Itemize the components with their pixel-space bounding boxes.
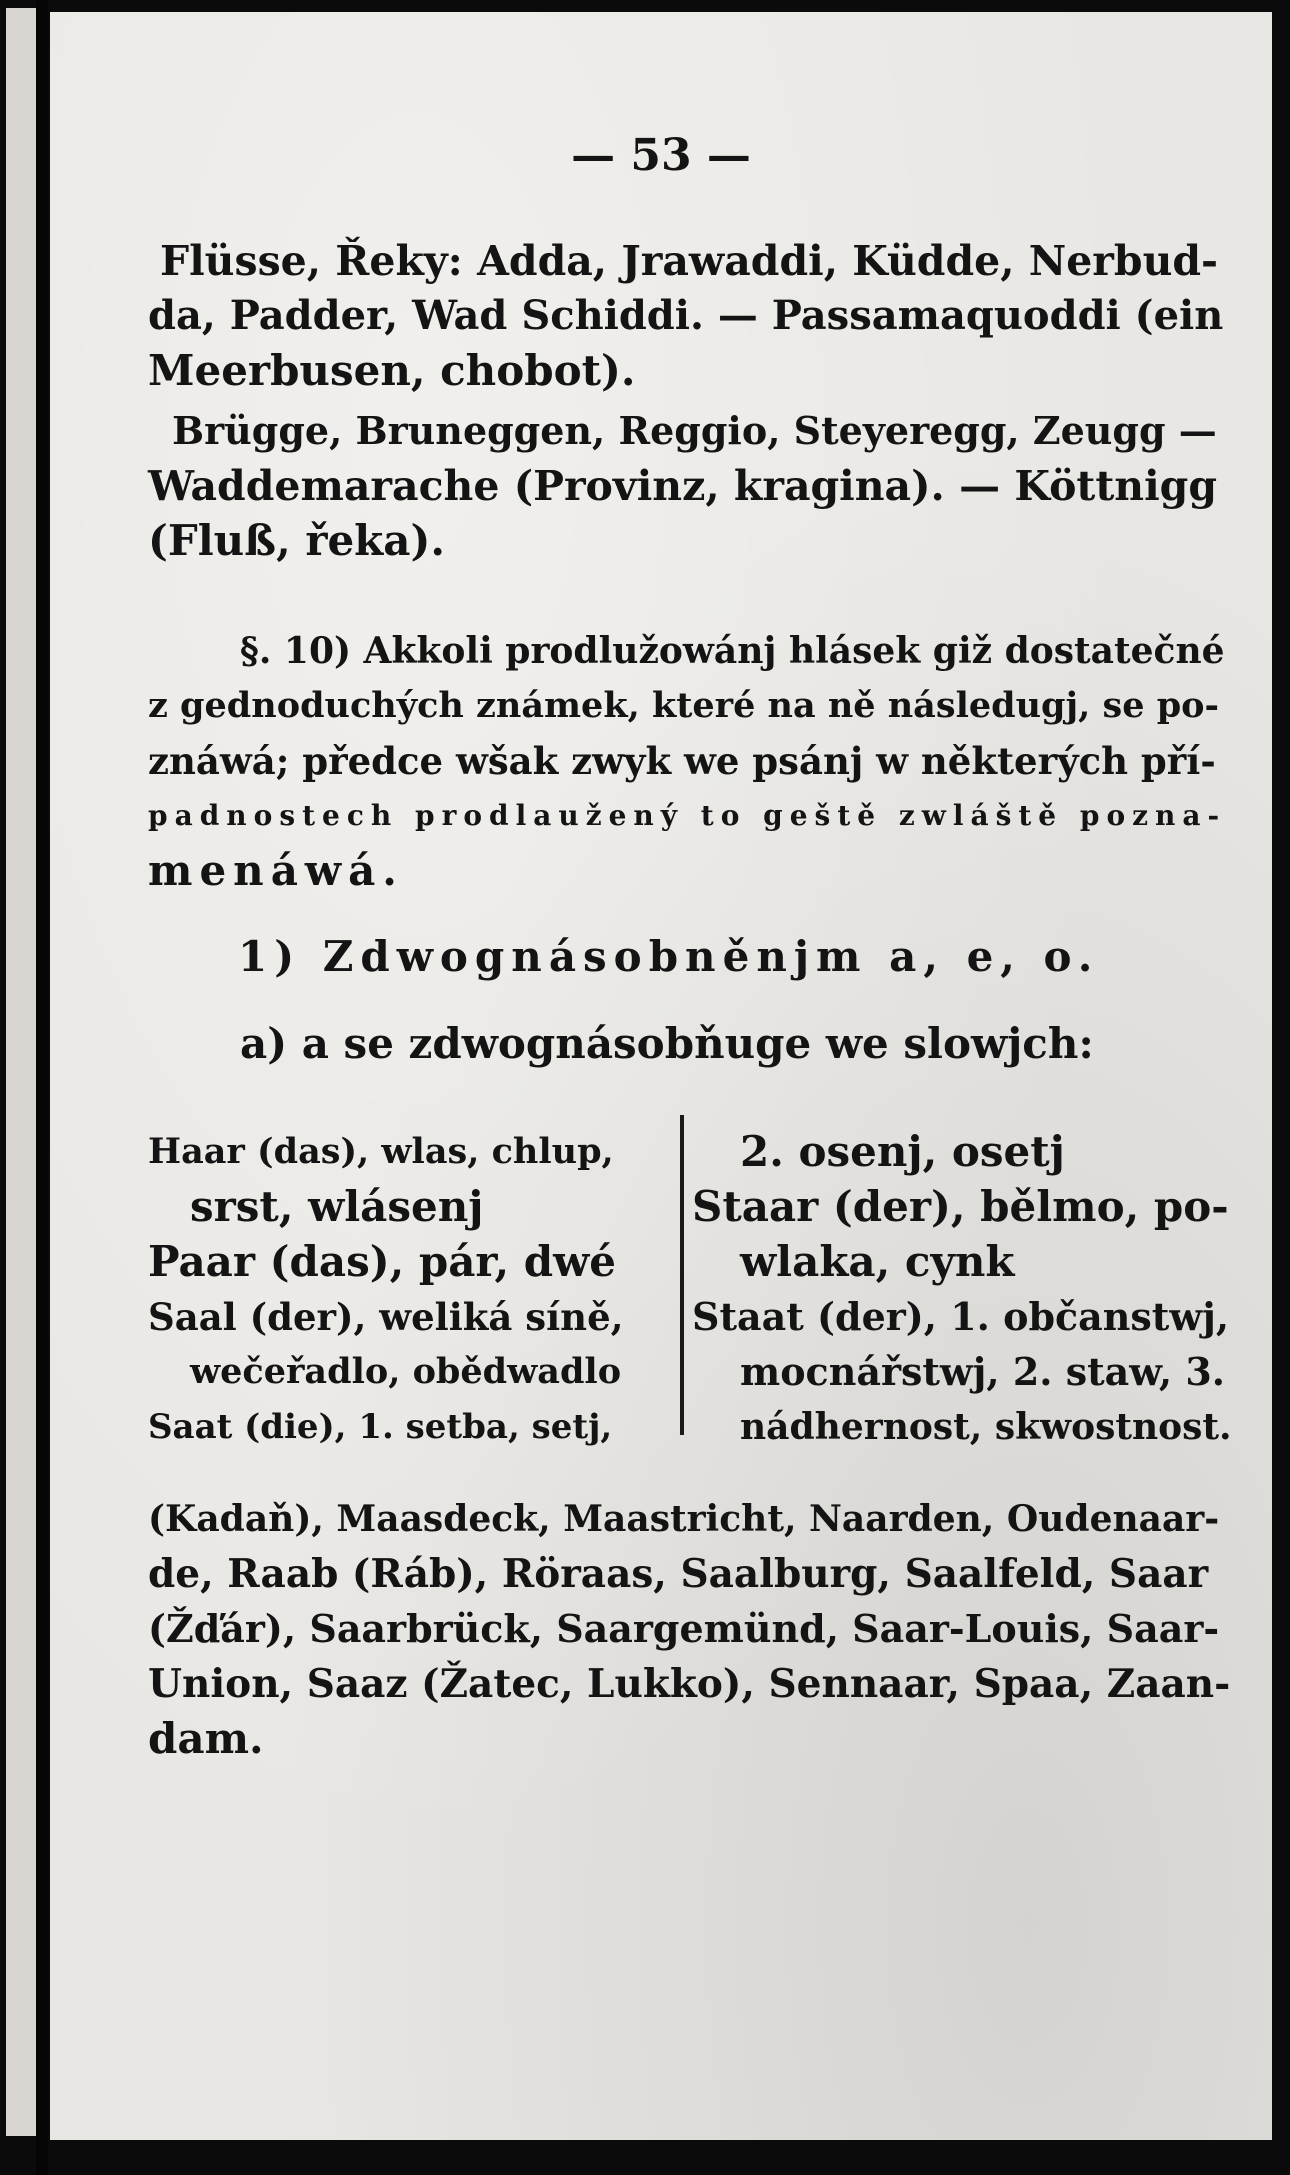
table-right-cell: Staat (der), 1. občanstwj, [692, 1294, 1230, 1339]
table-right-cell: wlaka, cynk [740, 1237, 1015, 1286]
table-left-cell: Paar (das), pár, dwé [148, 1237, 616, 1286]
paragraph-4-line: (Kadaň), Maasdeck, Maastricht, Naarden, Oudenaar- [148, 1498, 1220, 1540]
facing-page-edge [6, 8, 36, 2136]
paragraph-1-line: Flüsse, Řeky: Adda, Jrawaddi, Küdde, Nerbud- [160, 237, 1219, 285]
paragraph-1-line: Meerbusen, chobot). [148, 346, 636, 395]
section-paragraph-line: z gednoduchých známek, které na ně následugj, se po- [148, 685, 1220, 726]
section-paragraph-line: padnostech prodlaužený to geště zwláště pozna- [148, 799, 1227, 832]
paragraph-4-line: dam. [148, 1714, 264, 1763]
paragraph-2-line: Waddemarache (Provinz, kragina). — Köttnigg [148, 462, 1218, 510]
paragraph-4-line: (Žďár), Saarbrück, Saargemünd, Saar-Louis, Saar- [148, 1606, 1220, 1651]
section-paragraph-line: menáwá. [148, 846, 404, 895]
paragraph-4-line: Union, Saaz (Žatec, Lukko), Sennaar, Spaa, Zaan- [148, 1661, 1231, 1707]
section-paragraph-line: §. 10) Akkoli prodlužowánj hlásek giž dostatečné [240, 630, 1225, 672]
table-left-cell: Haar (das), wlas, chlup, [148, 1131, 614, 1172]
subheading-1: 1) Zdwognásobněnjm a, e, o. [238, 932, 1100, 981]
book-gutter [36, 0, 48, 2175]
table-left-cell: Saat (die), 1. setba, setj, [148, 1407, 613, 1447]
table-right-cell: nádhernost, skwostnost. [740, 1406, 1232, 1448]
section-paragraph-line: znáwá; předce wšak zwyk we psánj w některých pří- [148, 739, 1216, 783]
table-left-cell: Saal (der), weliká síně, [148, 1295, 624, 1339]
paragraph-1-line: da, Padder, Wad Schiddi. — Passamaquoddi (ein [148, 292, 1224, 339]
column-divider [680, 1115, 684, 1435]
paragraph-4-line: de, Raab (Ráb), Röraas, Saalburg, Saalfeld, Saar [148, 1551, 1209, 1597]
table-left-cell: srst, wlásenj [190, 1182, 484, 1231]
table-left-cell: wečeřadlo, obědwadlo [190, 1351, 622, 1392]
table-right-cell: 2. osenj, osetj [740, 1127, 1065, 1176]
table-right-cell: mocnářstwj, 2. staw, 3. [740, 1349, 1226, 1394]
page-number: — 53 — [571, 130, 751, 181]
book-page [50, 12, 1272, 2140]
paragraph-2-line: (Fluß, řeka). [148, 516, 445, 565]
table-right-cell: Staar (der), bělmo, po- [692, 1182, 1229, 1231]
subheading-a: a) a se zdwognásobňuge we slowjch: [240, 1019, 1094, 1068]
paragraph-2-line: Brügge, Bruneggen, Reggio, Steyeregg, Zeugg — [172, 408, 1217, 453]
